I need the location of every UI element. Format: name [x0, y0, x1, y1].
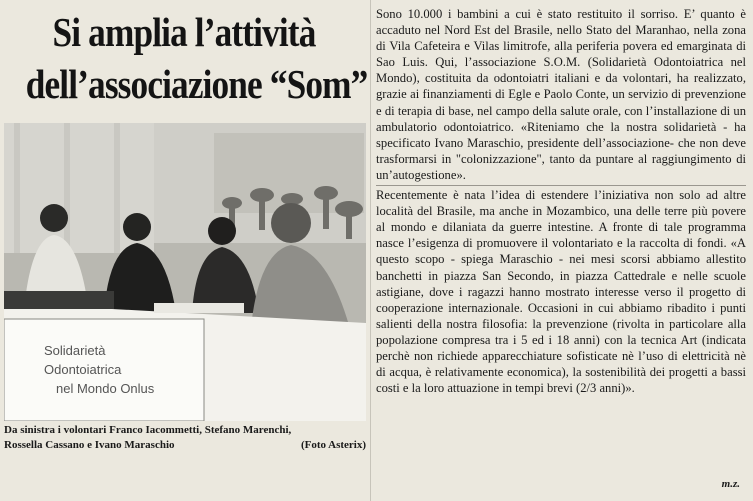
- left-column: [0, 0, 368, 501]
- banner-line-1: Solidarietà: [44, 343, 106, 358]
- column-divider: [370, 0, 371, 501]
- article-paragraph-2: Recentemente è nata l’idea di estendere l’iniziativa non solo ad altre località del Brasile, ma anche in Mozambico, una delle terre più povere al mondo e dilaniata da guerre intestine. A fronte di tale programma nasce l’esigenza di promuovere il volontariato e la raccolta di fondi. «A questo scopo - spiega Maraschio - nei mesi scorsi abbiamo allestito banchetti in piazza San Secondo, in piazza Cattedrale e nelle scuole astigiane, dove i ragazzi hanno mostrato interesse verso il progetto di cooperazione internazionale. Occasioni in cui abbiamo ribadito i punti salienti della nostra filosofia: la prevenzione (rivolta in particolare alla popolazione compresa tra i 5 ed i 18 anni) con la tecnica Art (indicata perchè non richiede apparecchiature sofisticate nè l’uso di elettricità nè di acqua, è relativamente economica), la sostenibilità dei progetti a bassi costi e la loro attuazione in tempi brevi (2/3 anni)».: [376, 188, 746, 396]
- photo-credit: (Foto Asterix): [300, 439, 366, 451]
- caption-line-2: Rossella Cassano e Ivano Maraschio: [4, 439, 175, 451]
- author-signature: m.z.: [721, 477, 740, 490]
- caption-line-1: Da sinistra i volontari Franco Iacommetti, Stefano Marenchi,: [4, 424, 292, 436]
- photo-caption: [4, 423, 366, 453]
- article-photo: [4, 123, 366, 421]
- photo-illustration: [4, 123, 366, 421]
- banner-line-2: Odontoiatrica: [44, 362, 122, 377]
- article-headline: [25, 6, 368, 110]
- banner-line-3: nel Mondo Onlus: [56, 381, 155, 396]
- headline-line-1: Si amplia l’attività: [52, 9, 316, 55]
- article-paragraph-1: Sono 10.000 i bambini a cui è stato restituito il sorriso. E’ quanto è accaduto nel Nord Est del Brasile, nello Stato del Maranhao, nella zona di Vila Cafeteira e Vilas limitrofe, alla periferia povera ed emarginata di Sao Luis. Qui, l’associazione S.O.M. (Solidarietà Odontoiatrica nel Mondo), costituita da odontoiatri italiani e da volontari, ha realizzato, grazie ai finanziamenti di Egle e Paolo Conte, un servizio di prevenzione e di terapia di base, nel campo della salute orale, con l’installazione di un ambulatorio odontoiatrico. «Riteniamo che la nostra solidarietà - ha specificato Ivano Maraschio, presidente dell’associazione- che non deve trasformarsi in "colonizzazione", tanto da puntare al raggiungimento di un’autogestione».: [376, 7, 746, 182]
- paragraph-separator: [376, 185, 746, 186]
- headline-line-2: dell’associazione “Som”: [25, 61, 368, 107]
- article-body: [376, 6, 746, 498]
